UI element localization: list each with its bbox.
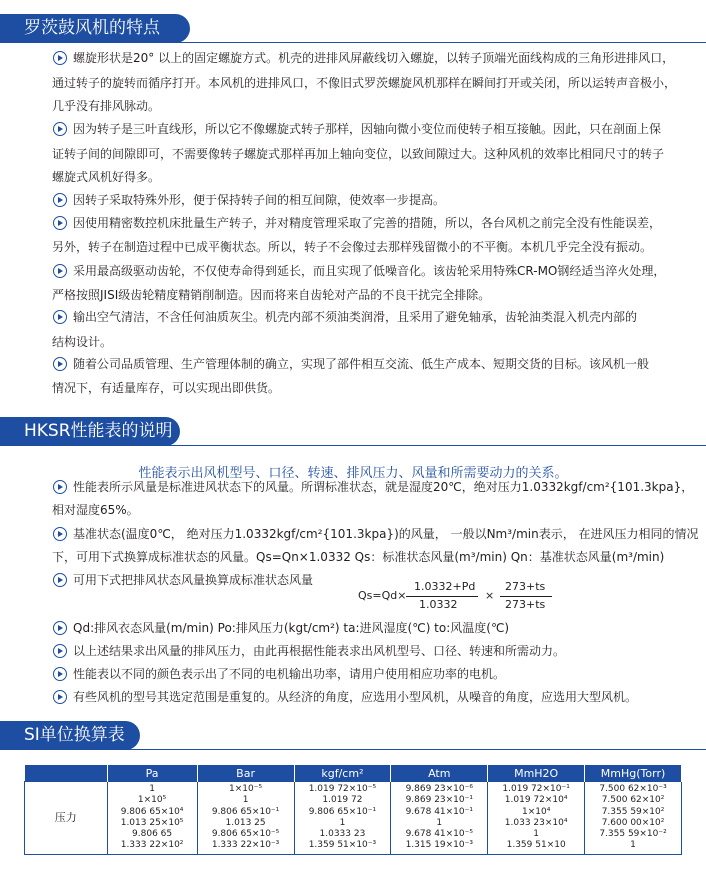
cell-value: 7.500 62×10² [601,795,665,806]
cell-value: 1×10⁵ [137,795,167,806]
text-line: 性能表所示风量是标准进风状态下的风量。所谓标准状态，就是湿度20℃，绝对压力1.0332kgf/cm²{101.3kpa}， [73,480,694,494]
text-line: 几乎没有排风脉动。 [52,99,161,113]
cell-value: 1.013 25 [225,817,266,828]
cell-value: 1 [533,829,540,840]
text-line: 相对湿度65%。 [52,503,139,517]
cell-value: 1.019 72×10⁴ [504,795,568,806]
row-label: 压力 [25,782,108,855]
text-line: 螺旋式风机好得多。 [52,170,161,184]
arrow-bullet-icon [53,573,67,587]
arrow-bullet-icon [53,667,67,681]
formula-lhs: Qs=Qd× [358,589,407,602]
section-header-features [0,14,190,43]
text-line: 随着公司品质管理、生产管理体制的确立，实现了部件相互交流、低生产成本、短期交货的目标。该风机一般 [73,357,650,371]
si-conversion-table [24,765,682,855]
cell-value: 1.019 72×10⁻⁵ [308,784,377,794]
cell-value: 1.333 22×10² [120,840,184,851]
text-line: 结构设计。 [52,335,113,349]
table-cell [585,782,682,855]
table-cell [391,782,488,855]
cell-value: 1 [149,784,155,794]
arrow-bullet-icon [53,480,67,494]
arrow-bullet-icon [53,621,67,635]
cell-value: 9.678 41×10⁻¹ [405,806,473,817]
cell-value: 1.359 51×10⁻³ [308,840,377,851]
text-line: 下，可用下式换算成标准状态的风量。Qs=Qn×1.0332 Qs：标准状态风量(m³/min) Qn：基准状态风量(m³/min) [52,550,665,564]
formula-times: × [485,589,495,602]
table-cell [488,782,585,855]
section-header-si-units [0,721,140,750]
cell-value: 1 [630,840,636,851]
text-line: 因使用精密数控机床批量生产转子，并对精度管理采取了完善的措随，所以，各台风机之前完全没有性能误差， [73,216,662,230]
column-header: Atm [391,765,488,782]
column-header: MmHg(Torr) [585,765,682,782]
section-header-performance [0,417,180,446]
arrow-bullet-icon [53,193,67,207]
cell-value: 7.600 00×10² [601,817,665,828]
text-line: 情况下，有适量库存，可以实现出即供货。 [52,381,281,395]
cell-value: 1.019 72×10⁻¹ [502,784,570,794]
cell-value: 1.315 19×10⁻³ [405,840,473,851]
cell-value: 1.013 25×10⁵ [120,817,184,828]
cell-value: 9.869 23×10⁻¹ [405,795,473,806]
column-header: Pa [107,765,197,782]
text-line: 基准状态(温度0℃， 绝对压力1.0332kgf/cm²{101.3kpa})的风量， 一般以Nm³/min表示， 在进风压力相同的情况 [73,527,699,541]
text-line: 证转子间的间隙即可，不需要像转子螺旋式那样再加上轴向变位，以致间隙过大。这种风机的效率比相同尺寸的转子 [52,147,665,161]
cell-value: 9.806 65 [132,829,173,840]
cell-value: 1.0333 23 [319,829,366,840]
divider [0,749,706,750]
text-line: 因转子采取特殊外形，便于保持转子间的相互间隙，使效率一步提高。 [73,193,446,207]
text-line: 因为转子是三叶直线形，所以它不像螺旋式转子那样，因轴向微小变位而使转子相互接触。因此，只在剖面上保 [73,122,662,136]
cell-value: 7.355 59×10⁻² [599,829,667,840]
arrow-bullet-icon [53,216,67,230]
cell-value: 1 [339,817,346,828]
text-line: 性能表以不同的颜色表示出了不同的电机输出功率，请用户使用相应功率的电机。 [73,667,506,681]
column-header [25,765,108,782]
cell-value: 1×10⁴ [521,806,551,817]
cell-value: 1 [436,817,443,828]
text-line: Qd:排风衣态风量(m/min) Po:排风压力(kgt/cm²) ta:进风湿度(℃) to:风温度(℃) [73,621,510,635]
section-title: HKSR性能表的说明 [24,421,173,441]
fraction-bar [406,596,478,597]
text-line: 通过转子的旋转而循序打开。本风机的进排风口，不像旧式罗茨螺旋风机那样在瞬间打开或关闭，所以运转声音极小， [52,76,677,90]
text-line: 螺旋形状是20° 以上的固定螺旋方式。机壳的进排风屏蔽线切入螺旋，以转子顶端光面线构成的三角形进排风口， [73,51,675,65]
table-header-row [25,765,682,782]
text-line: 另外，转子在制造过程中已成平衡状态。所以，转子不会像过去那样残留微小的不平衡。本机几乎完全没有振动。 [52,240,653,254]
cell-value: 9.678 41×10⁻⁵ [405,829,473,840]
formula-denominator: 1.0332 [419,598,458,611]
cell-value: 1 [242,795,249,806]
text-line: 输出空气清洁，不含任何油质灰尘。机壳内部不须油类润滑，且采用了避免轴承，齿轮油类混入机壳内部的 [73,310,638,324]
table-cell [294,782,391,855]
table-cell [197,782,294,855]
arrow-bullet-icon [53,264,67,278]
divider [0,42,706,43]
table-row [25,782,682,855]
arrow-bullet-icon [53,644,67,658]
divider [0,445,706,446]
text-line: 采用最高级驱动齿轮，不仅使寿命得到延长，而且实现了低噪音化。该齿轮采用特殊CR-MO钢经适当淬火处理， [73,264,666,278]
section-title: SI单位换算表 [24,725,125,745]
table-cell [107,782,197,855]
column-header: kgf/cm² [294,765,391,782]
cell-value: 1.359 51×10 [506,840,566,851]
text-line: 以上述结果求出风量的排风压力，由此再根据性能表求出风机型号、口径、转速和所需动力。 [73,644,566,658]
cell-value: 7.500 62×10⁻³ [599,784,667,794]
arrow-bullet-icon [53,690,67,704]
arrow-bullet-icon [53,527,67,541]
cell-value: 9.806 65×10⁴ [120,806,184,817]
formula-numerator: 273+ts [505,580,546,593]
cell-value: 1.333 22×10⁻³ [211,840,280,851]
cell-value: 9.869 23×10⁻⁶ [405,784,473,794]
cell-value: 1.033 23×10⁴ [504,817,568,828]
cell-value: 1×10⁻⁵ [229,784,263,794]
cell-value: 9.806 65×10⁻¹ [308,806,377,817]
fraction-bar [500,596,552,597]
formula-numerator: 1.0332+Pd [414,580,476,593]
arrow-bullet-icon [53,51,67,65]
performance-subtitle: 性能表示出风机型号、口径、转速、排风压力、风量和所需要动力的关系。 [138,466,568,481]
arrow-bullet-icon [53,310,67,324]
column-header: Bar [197,765,294,782]
text-line: 严格按照JISI级齿轮精度精销削制造。因而将来自齿轮对产品的不良干扰完全排除。 [52,288,491,302]
text-line: 可用下式把排风状态风量换算成标准状态风量 [73,573,314,587]
cell-value: 9.806 65×10⁻⁵ [211,829,280,840]
cell-value: 9.806 65×10⁻¹ [211,806,280,817]
arrow-bullet-icon [53,122,67,136]
column-header: MmH2O [488,765,585,782]
section-title: 罗茨鼓风机的特点 [24,18,160,38]
formula-denominator: 273+ts [505,598,546,611]
arrow-bullet-icon [53,357,67,371]
cell-value: 1.019 72 [322,795,363,806]
text-line: 有些风机的型号其选定范围是重复的。从经济的角度，应选用小型风机，从噪音的角度，应选用大型风机。 [73,690,638,704]
cell-value: 7.355 59×10² [601,806,665,817]
